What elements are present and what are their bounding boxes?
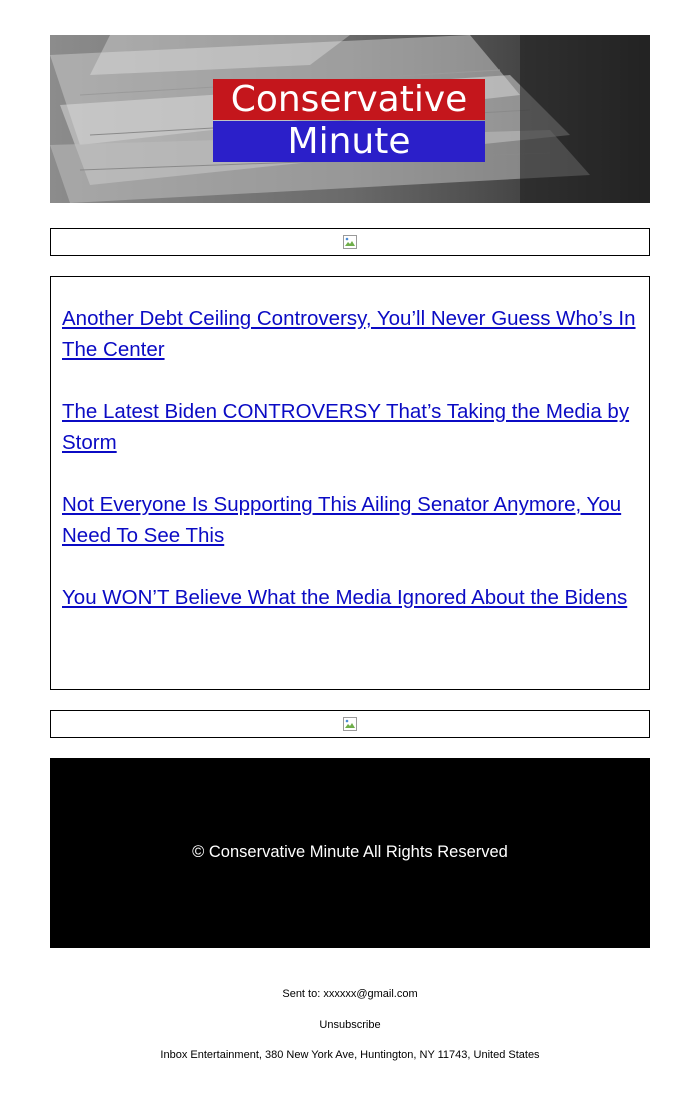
- article-link-3[interactable]: Not Everyone Is Supporting This Ailing Senator Anymore, You Need To See This: [62, 493, 622, 547]
- sent-to-email: xxxxxx@gmail.com: [323, 988, 418, 1000]
- logo-title-red: Conservative: [213, 79, 485, 120]
- broken-image-icon: [342, 234, 358, 250]
- articles-list: [50, 276, 650, 690]
- sent-to-label: Sent to:: [282, 988, 321, 1000]
- footer-banner: [50, 758, 650, 948]
- ad-slot-top[interactable]: [50, 228, 650, 256]
- logo-title-blue: Minute: [213, 121, 485, 162]
- copyright-text: © Conservative Minute All Rights Reserved: [192, 843, 508, 861]
- broken-image-icon: [342, 716, 358, 732]
- article-link-1[interactable]: Another Debt Ceiling Controversy, You’ll Never Guess Who’s In The Center: [62, 307, 636, 361]
- article-link-4[interactable]: You WON’T Believe What the Media Ignored About the Bidens: [62, 586, 628, 609]
- header-banner[interactable]: [50, 35, 650, 203]
- unsubscribe-link[interactable]: Unsubscribe: [319, 1019, 381, 1031]
- ad-slot-bottom[interactable]: [50, 710, 650, 738]
- article-link-2[interactable]: The Latest Biden CONTROVERSY That’s Taking the Media by Storm: [62, 400, 630, 454]
- sent-to-line: [0, 987, 700, 1001]
- postal-address: Inbox Entertainment, 380 New York Ave, Huntington, NY 11743, United States: [160, 1049, 540, 1061]
